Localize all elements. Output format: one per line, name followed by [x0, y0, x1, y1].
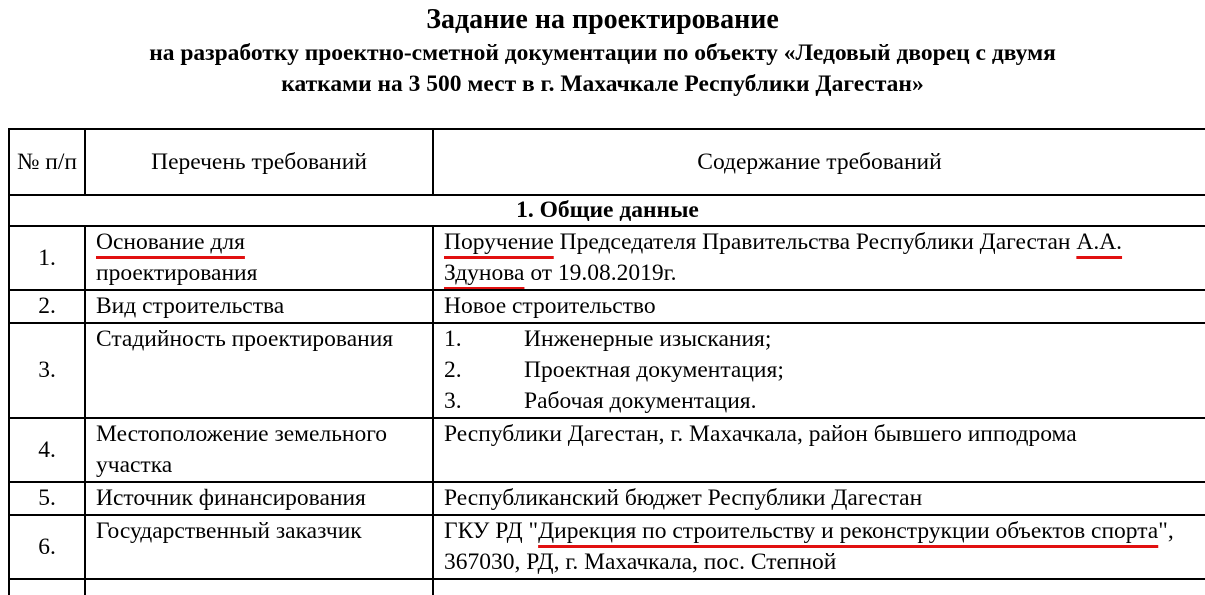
- row-number: 5.: [9, 482, 85, 515]
- list-item-number: 3.: [444, 388, 462, 414]
- table-row: [9, 418, 1205, 482]
- section-row-general-data: [9, 195, 1205, 226]
- table-row-partial: [9, 579, 1205, 595]
- row-number: 3.: [9, 323, 85, 418]
- list-item-text: Инженерные изыскания;: [524, 326, 772, 352]
- row-content: Республики Дагестан, г. Махачкала, район бывшего ипподрома: [433, 418, 1205, 482]
- table-row: [9, 323, 1205, 418]
- subtitle-line-2: катками на 3 500 мест в г. Махачкале Республики Дагестан»: [281, 71, 924, 97]
- table-header-row: [9, 129, 1205, 195]
- row-number: [9, 579, 85, 595]
- header-number: № п/п: [9, 129, 85, 195]
- table-row: [9, 515, 1205, 579]
- row-content: [433, 515, 1205, 579]
- row-name: [85, 579, 433, 595]
- content-text: Председателя Правительства Республики Дагестан: [553, 229, 1077, 255]
- document-title: Задание на проектирование: [426, 4, 779, 35]
- header-requirements-list: Перечень требований: [85, 129, 433, 195]
- content-text: от 19.08.2019г.: [524, 260, 677, 286]
- section-title: 1. Общие данные: [9, 195, 1205, 226]
- list-item: [444, 355, 1205, 386]
- content-text: ГКУ РД ": [444, 518, 539, 544]
- underlined-text: Дирекция по строительству и реконструкции объектов спорта: [538, 518, 1159, 544]
- row-content: Республиканский бюджет Республики Дагестан: [433, 482, 1205, 515]
- table-row: [9, 226, 1205, 290]
- table-row: [9, 290, 1205, 323]
- list-item: [444, 386, 1205, 417]
- stages-list: [444, 324, 1205, 417]
- row-name: Вид строительства: [85, 290, 433, 323]
- header-requirements-content: Содержание требований: [433, 129, 1205, 195]
- requirements-table: [8, 128, 1205, 595]
- row-name: Местоположение земельного участка: [85, 418, 433, 482]
- document-subtitle: [0, 38, 1205, 100]
- content-text: ", 367030, РД, г. Махачкала, пос. Степной: [444, 518, 1174, 575]
- list-item-text: Проектная документация;: [524, 357, 784, 383]
- row-number: 2.: [9, 290, 85, 323]
- subtitle-line-1: на разработку проектно-сметной документации по объекту «Ледовый дворец с двумя: [149, 40, 1056, 66]
- underlined-text: Основание для: [96, 229, 245, 255]
- table-row: [9, 482, 1205, 515]
- row-content: Новое строительство: [433, 290, 1205, 323]
- list-item-text: Рабочая документация.: [524, 388, 757, 414]
- row-number: 6.: [9, 515, 85, 579]
- row-name-rest: проектирования: [96, 260, 258, 286]
- row-content: [433, 579, 1205, 595]
- row-number: 1.: [9, 226, 85, 290]
- row-name: Государственный заказчик: [85, 515, 433, 579]
- row-number: 4.: [9, 418, 85, 482]
- underlined-text: А.А. Здунова: [444, 229, 1123, 286]
- underlined-text: Поручение: [444, 229, 554, 255]
- row-name: Источник финансирования: [85, 482, 433, 515]
- list-item-number: 1.: [444, 326, 462, 352]
- list-item-number: 2.: [444, 357, 462, 383]
- row-name: [85, 226, 433, 290]
- row-content: [433, 323, 1205, 418]
- row-content: [433, 226, 1205, 290]
- row-name: Стадийность проектирования: [85, 323, 433, 418]
- list-item: [444, 324, 1205, 355]
